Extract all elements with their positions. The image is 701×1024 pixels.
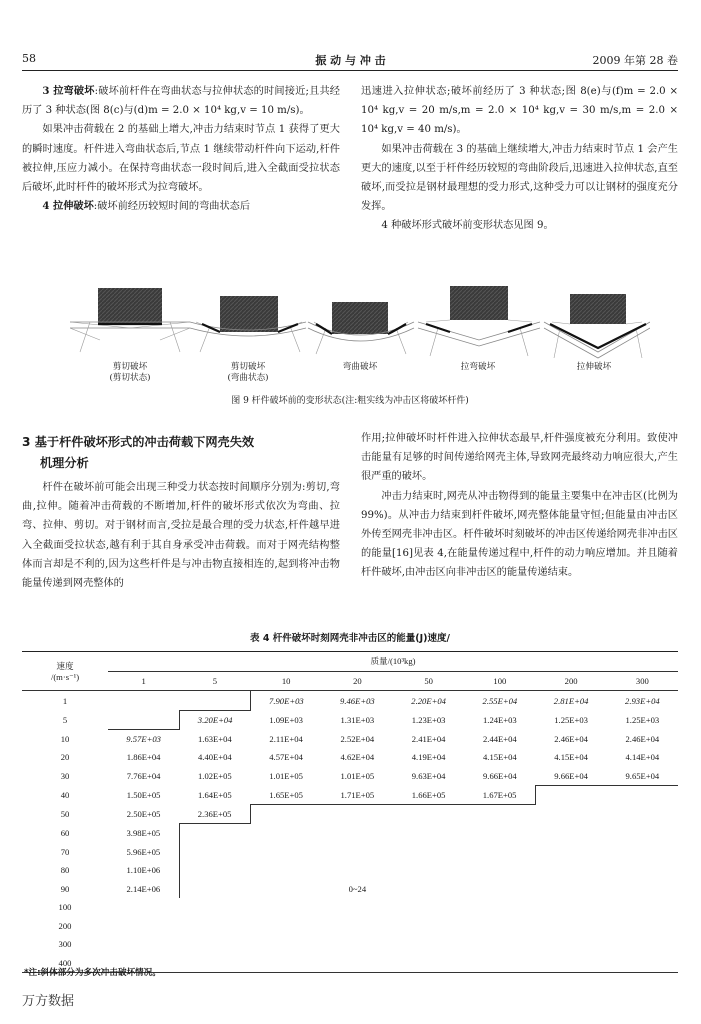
panel-tension	[544, 294, 650, 358]
value-cell: 2.46E+04	[554, 733, 588, 744]
value-cell: 2.36E+05	[179, 805, 250, 824]
value-cell: 4.57E+04	[269, 752, 303, 763]
value-cell: 1.66E+05	[393, 786, 464, 805]
value-cell: 3.98E+05	[108, 824, 179, 843]
header-rule	[22, 70, 678, 71]
value-cell	[251, 843, 322, 862]
table-row	[22, 729, 678, 748]
value-cell	[536, 954, 607, 973]
energy-table	[22, 651, 678, 973]
panel-label-5	[544, 362, 644, 373]
paragraph: 作用;拉伸破坏时杆件进入拉伸状态最早,杆件强度被充分利用。致使冲击能量有足够的时间传递给网壳主体,导致网壳最终动力响应很大,产生很严重的破坏。	[361, 433, 678, 483]
volume-label: 2009 年第 28 卷	[592, 54, 678, 67]
value-cell	[108, 691, 179, 711]
value-cell	[108, 917, 179, 936]
speed-header-line2: /(m·s⁻¹)	[50, 671, 80, 682]
value-cell: 1.01E+05	[340, 771, 375, 781]
panel-shear-bending-state	[190, 296, 306, 352]
value-cell: 1.10E+06	[108, 861, 179, 880]
panel-label-1	[80, 362, 180, 384]
value-cell: 4.14E+04	[625, 752, 660, 763]
value-cell: 9.66E+04	[536, 767, 607, 786]
value-cell: 4.15E+04	[554, 752, 588, 763]
mass-header: 质量/(10³kg)	[108, 652, 678, 672]
value-cell: 1.25E+03	[625, 714, 660, 725]
table-row	[22, 880, 678, 899]
paragraph-text: :破坏前杆件在弯曲状态与拉伸状态的时间接近;且共经历了 3 种状态(图 8(c)与(d)m = 2.0 × 10⁴ kg,v = 10 m/s)。	[22, 86, 340, 117]
value-cell: 2.50E+05	[126, 809, 161, 819]
value-cell	[464, 898, 535, 917]
value-cell	[108, 710, 179, 729]
value-cell	[108, 898, 179, 917]
table-row	[22, 824, 678, 843]
speed-cell: 20	[60, 752, 70, 763]
value-cell: 1.02E+05	[198, 771, 232, 781]
speed-cell: 40	[60, 790, 70, 800]
value-cell	[464, 861, 535, 880]
value-cell	[393, 898, 464, 917]
value-cell: 1.09E+03	[269, 714, 303, 725]
value-cell	[536, 824, 607, 843]
value-cell	[322, 843, 393, 862]
paragraph: 迅速进入拉伸状态;破坏前经历了 3 种状态;图 8(e)与(f)m = 2.0 × 10⁴ kg,v = 20 m/s,m = 2.0 × 10⁴ kg,v = 30 m/s,m = 2.0 × 10⁴ kg,v = 40 m/s)。	[361, 86, 678, 136]
value-cell	[251, 954, 322, 973]
table-row	[22, 767, 678, 786]
value-cell	[536, 861, 607, 880]
section-title-line2: 机理分析	[40, 456, 89, 470]
value-cell	[393, 880, 464, 899]
value-cell	[536, 805, 607, 824]
table-row	[22, 898, 678, 917]
value-cell: 1.86E+04	[126, 752, 161, 763]
table-row	[22, 786, 678, 805]
speed-cell: 5	[62, 714, 68, 725]
value-cell	[179, 824, 250, 843]
figure-9	[70, 282, 650, 387]
left-column-top	[22, 82, 340, 216]
deformation-diagram	[70, 282, 650, 362]
value-cell	[607, 880, 678, 899]
panel-label-line1: 拉弯破坏	[460, 362, 496, 372]
value-cell: 2.46E+04	[625, 733, 660, 744]
panel-label-4	[428, 362, 528, 373]
table-row	[22, 691, 678, 711]
paragraph: 4 种破坏形式破坏前变形状态见图 9。	[381, 220, 554, 232]
value-cell: 4.62E+04	[340, 752, 375, 763]
value-cell	[322, 898, 393, 917]
value-cell	[607, 954, 678, 973]
value-cell	[464, 805, 535, 824]
right-column-top	[361, 82, 678, 236]
value-cell	[536, 843, 607, 862]
value-cell	[179, 691, 250, 711]
paragraph-text: :破坏前经历较短时间的弯曲状态后	[93, 201, 251, 213]
paragraph: 冲击力结束时,网壳从冲击物得到的能量主要集中在冲击区(比例为 99%)。从冲击力结束到杆件破坏,网壳整体能量守恒;但能量由冲击区外传至网壳非冲击区。杆件破坏时刻破坏的冲击区传递给网壳非冲击区的能量[16]见表 4,在能量传递过程中,杆件的动力响应增加。并且随着杆件破坏,由冲击区向非冲击区的能量传递结束。	[361, 490, 678, 579]
panel-label-line1: 剪切破坏	[230, 362, 266, 372]
panel-label-line1: 剪切破坏	[112, 362, 148, 372]
value-cell	[536, 935, 607, 954]
value-cell	[179, 917, 250, 936]
value-cell: 7.90E+03	[251, 691, 322, 711]
value-cell: 2.14E+06	[108, 880, 179, 899]
value-cell: 1.31E+03	[340, 714, 375, 725]
page-number: 58	[22, 52, 36, 65]
value-cell: 2.93E+04	[625, 695, 660, 706]
value-cell: 1.65E+05	[251, 786, 322, 805]
value-cell: 1.67E+05	[464, 786, 535, 805]
speed-cell: 400	[22, 954, 108, 973]
mass-column-header: 200	[536, 671, 607, 691]
value-cell	[536, 880, 607, 899]
value-cell: 2.41E+04	[411, 733, 446, 744]
panel-label-line2: (剪切状态)	[109, 373, 151, 383]
value-cell: 2.20E+04	[411, 695, 446, 706]
table-row	[22, 935, 678, 954]
table-row	[22, 843, 678, 862]
value-cell: 2.11E+04	[269, 733, 303, 744]
value-cell	[464, 843, 535, 862]
value-cell	[251, 917, 322, 936]
value-cell	[179, 954, 250, 973]
mass-column-header: 5	[179, 671, 250, 691]
value-cell	[464, 935, 535, 954]
section-title-line1: 3 基于杆件破坏形式的冲击荷载下网壳失效	[22, 435, 255, 449]
value-cell: 1.25E+03	[554, 714, 588, 725]
value-cell: 1.50E+05	[126, 790, 161, 800]
value-cell	[607, 935, 678, 954]
value-cell	[393, 805, 464, 824]
value-cell	[393, 917, 464, 936]
value-cell	[464, 954, 535, 973]
right-column-bottom	[361, 429, 678, 583]
speed-cell: 10	[60, 733, 70, 744]
value-cell	[251, 861, 322, 880]
table-row	[22, 710, 678, 729]
value-cell: 2.52E+04	[340, 733, 375, 744]
value-cell	[536, 898, 607, 917]
value-cell	[179, 861, 250, 880]
panel-label-2	[198, 362, 298, 384]
value-cell: 1.71E+05	[322, 786, 393, 805]
speed-cell: 50	[60, 809, 70, 819]
paragraph: 杆件在破坏前可能会出现三种受力状态按时间顺序分别为:剪切,弯曲,拉伸。随着冲击荷载的不断增加,杆件的破坏形式依次为弯曲、拉弯、拉伸、剪切。对于钢材而言,受拉是最合理的受力状态,杆件越早进入全截面受拉状态,越有利于其自身承受冲击荷载。而对于网壳结构整体而言却是不利的,因为这些杆件是与冲击物直接相连的,起到将冲击物能量传递到网壳整体的	[22, 482, 340, 590]
mass-column-header: 100	[464, 671, 535, 691]
value-cell: 7.76E+04	[126, 771, 161, 781]
panel-bending	[308, 302, 414, 354]
table-caption: 表 4 杆件破坏时刻网壳非冲击区的能量(J)速度/	[250, 633, 450, 644]
table-row	[22, 917, 678, 936]
speed-cell: 30	[60, 771, 70, 781]
value-cell: 9.57E+03	[108, 729, 179, 748]
panel-label-line1: 弯曲破坏	[342, 362, 378, 372]
table-note: *注:斜体部分为多次冲击破坏情况。	[24, 968, 161, 978]
value-cell	[607, 843, 678, 862]
value-cell: 5.96E+05	[108, 843, 179, 862]
value-cell	[322, 861, 393, 880]
speed-header	[22, 652, 108, 691]
value-cell: 2.55E+04	[482, 695, 518, 706]
value-cell	[322, 824, 393, 843]
value-cell	[251, 880, 322, 899]
panel-tension-bending	[418, 286, 540, 356]
value-cell	[607, 786, 678, 805]
value-cell	[179, 843, 250, 862]
value-cell	[607, 917, 678, 936]
value-cell	[251, 935, 322, 954]
table-row	[22, 748, 678, 767]
value-cell	[251, 898, 322, 917]
panel-label-3	[310, 362, 410, 373]
speed-cell: 90	[60, 883, 70, 894]
speed-cell: 300	[58, 939, 72, 950]
value-cell: 1.63E+04	[198, 733, 232, 744]
speed-cell: 80	[60, 865, 70, 876]
value-cell: 9.66E+04	[483, 771, 517, 781]
value-cell	[536, 786, 607, 805]
item-heading: 4 拉伸破坏	[42, 200, 94, 213]
speed-cell: 60	[60, 828, 70, 838]
mass-column-header: 1	[108, 671, 179, 691]
mass-column-header: 20	[322, 671, 393, 691]
value-cell	[607, 824, 678, 843]
value-cell: 1.01E+05	[269, 771, 303, 781]
speed-cell: 70	[60, 846, 70, 857]
value-cell: 1.23E+03	[411, 714, 446, 725]
value-cell: 0~24	[348, 883, 367, 894]
speed-cell: 100	[58, 902, 72, 913]
value-cell	[393, 954, 464, 973]
value-cell	[322, 935, 393, 954]
speed-cell: 200	[58, 920, 72, 931]
value-cell	[251, 824, 322, 843]
value-cell: 3.20E+04	[179, 710, 250, 729]
value-cell	[179, 935, 250, 954]
value-cell: 9.63E+04	[411, 771, 446, 781]
value-cell	[607, 861, 678, 880]
paragraph: 如果冲击荷载在 3 的基础上继续增大,冲击力结束时节点 1 会产生更大的速度,以至于杆件经历较短的弯曲阶段后,迅速进入拉伸状态,直至破坏,而受拉是钢材最理想的受力形式,这种受力可以让钢材的强度充分发挥。	[361, 143, 678, 213]
paragraph-tension-bending	[22, 82, 340, 120]
value-cell: 9.46E+03	[340, 695, 375, 706]
paragraph: 如果冲击荷载在 2 的基础上增大,冲击力结束时节点 1 获得了更大的瞬时速度。杆件进入弯曲状态后,节点 1 继续带动杆件向下运动,杆件被拉伸,压应力减小。在保持弯曲状态一段时间后,进入全截面受拉状态后破坏,此时杆件的破坏形式为拉弯破坏。	[22, 124, 340, 194]
mass-column-header: 300	[607, 671, 678, 691]
panel-label-line2: (弯曲状态)	[227, 373, 269, 383]
value-cell	[607, 805, 678, 824]
journal-name: 振 动 与 冲 击	[315, 54, 386, 67]
value-cell: 2.81E+04	[553, 695, 589, 706]
value-cell	[393, 824, 464, 843]
value-cell	[464, 824, 535, 843]
value-cell: 1.64E+05	[198, 790, 232, 800]
figure-caption: 图 9 杆件破坏前的变形状态(注:粗实线为冲击区将破坏杆件)	[231, 396, 469, 406]
value-cell	[322, 917, 393, 936]
value-cell: 4.40E+04	[198, 752, 232, 763]
value-cell	[251, 805, 322, 824]
value-cell	[536, 917, 607, 936]
section-3	[22, 432, 340, 593]
value-cell: 9.65E+04	[607, 767, 678, 786]
mass-column-header: 10	[251, 671, 322, 691]
mass-column-header: 50	[393, 671, 464, 691]
value-cell	[464, 880, 535, 899]
value-cell	[393, 935, 464, 954]
value-cell	[607, 898, 678, 917]
value-cell: 4.15E+04	[483, 752, 517, 763]
value-cell: 1.24E+03	[483, 714, 517, 725]
panel-label-line1: 拉伸破坏	[576, 362, 612, 372]
value-cell: 2.44E+04	[483, 733, 517, 744]
watermark: 万方数据	[22, 994, 75, 1009]
panel-shear-shear-state	[70, 288, 190, 352]
value-cell	[179, 880, 250, 899]
value-cell	[108, 935, 179, 954]
value-cell	[322, 954, 393, 973]
value-cell	[393, 843, 464, 862]
speed-cell: 1	[62, 695, 68, 706]
table-row	[22, 805, 678, 824]
value-cell	[179, 898, 250, 917]
paragraph-tension	[22, 197, 340, 216]
value-cell	[393, 861, 464, 880]
item-heading: 3 拉弯破坏	[42, 85, 95, 97]
value-cell	[322, 805, 393, 824]
table-row	[22, 861, 678, 880]
value-cell	[464, 917, 535, 936]
section-title	[22, 432, 340, 474]
value-cell: 4.19E+04	[411, 752, 446, 763]
speed-header-line1: 速度	[56, 660, 74, 671]
